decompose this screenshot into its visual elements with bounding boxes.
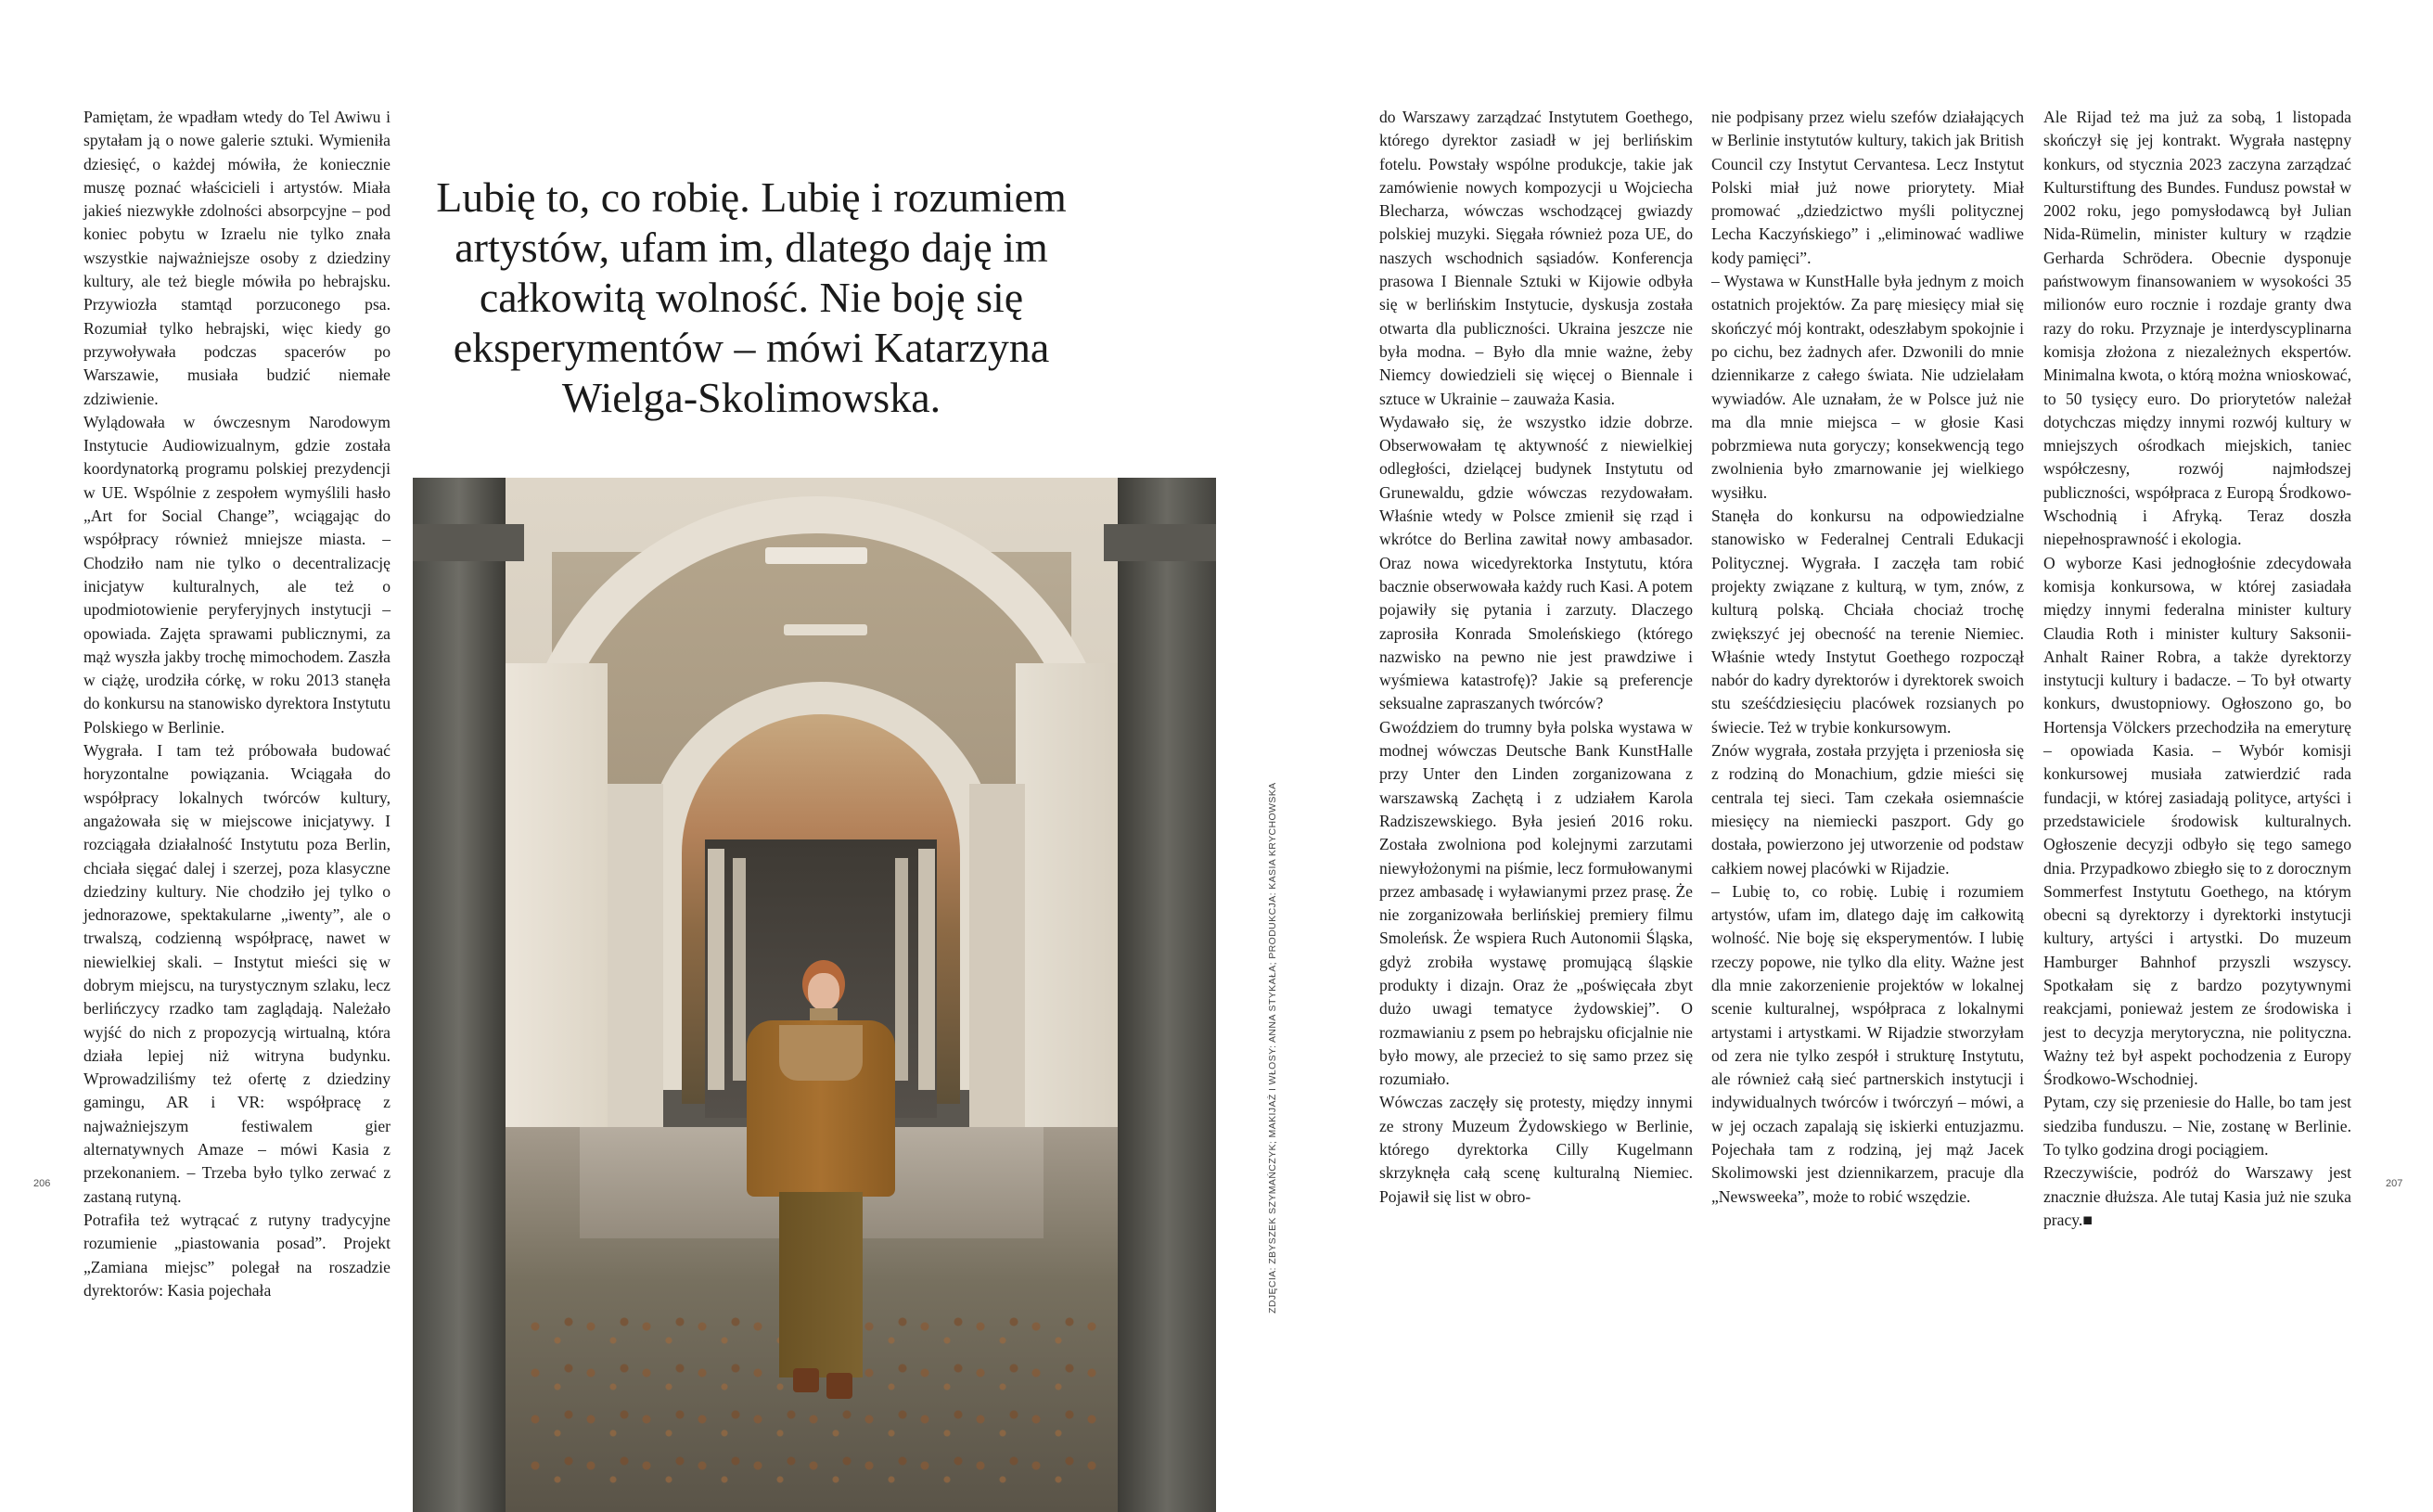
paragraph: Potrafiła też wytrącać z rutyny tradycyjne rozumienie „piastowania posad”. Projekt „Zamiana miejsc” polegał na roszadzie dyrektorów: Kasia pojechała <box>83 1210 391 1300</box>
paragraph: do Warszawy zarządzać Instytutem Goethego, którego dyrektor zasiadł w jej berlińskim fotelu. Powstały wspólne produkcje, takie jak zamówienie nowych kompozycji u Wojciecha Blecharza, wówczas wschodzącej gwiazdy polskiej muzyki. Sięgała również poza UE, do naszych wschodnich sąsiadów. Konferencja prasowa I Biennale Sztuki w Kijowie odbyła się w berlińskim Instytucie, dyskusja została otwarta dla publiczności. Ukraina jeszcze nie była modna. – Było dla mnie ważne, żeby Niemcy dowiedzieli się więcej o Biennale i sztuce w Ukrainie – zauważa Kasia. <box>1379 108 1693 408</box>
paragraph: Gwoździem do trumny była polska wystawa w modnej wówczas Deutsche Bank KunstHalle przy Unter den Linden zorganizowana z warszawską Zachętą i z udziałem Karola Radziszewskiego. Była jesień 2016 roku. Została zwolniona pod kolejnymi zarzutami niewyłożonymi na piśmie, lecz formułowanymi przez ambasadę i wyławianymi przez prasę. Że nie zorganizowała berlińskiej premiery filmu Smoleńsk. Że wspiera Ruch Autonomii Śląska, gdyż zrobiła wystawę promującą śląskie produkty i dizajn. Oraz że „poświęcała zbyt dużo uwagi tematyce żydowskiej”. O rozmawianiu z psem po hebrajsku oficjalnie nie było mowy, ale przecież to się samo przez się rozumiało. <box>1379 717 1693 1089</box>
page-number-left: 206 <box>33 1178 51 1189</box>
paragraph: – Wystawa w KunstHalle była jednym z moich ostatnich projektów. Za parę miesięcy miał się skończyć mój kontrakt, odeszłabym spokojnie i po cichu, bez żadnych afer. Dzwonili do mnie dziennikarze z całego świata. Nie udzielałam wywiadów. Ale uznałam, że w Polsce już nie ma dla mnie miejsca – w głosie Kasi pobrzmiewa nuta goryczy; konsekwencją tego zwolnienia było zmarnowanie jej wielkiego wysiłku. <box>1711 272 2024 502</box>
paragraph: Pytam, czy się przeniesie do Halle, bo tam jest siedziba funduszu. – Nie, zostanę w Berlinie. To tylko godzina drogi pociągiem. <box>2043 1093 2351 1160</box>
paragraph: Wydawało się, że wszystko idzie dobrze. Obserwowałam tę aktywność z niewielkiej odległości, dzielącej budynek Instytutu od Grunewaldu, gdzie wówczas rezydowałam. Właśnie wtedy w Polsce zmienił się rząd i wkrótce do Berlina zawitał nowy ambasador. Oraz nowa wicedyrektorka Instytutu, która bacznie obserwowała każdy ruch Kasi. A potem pojawiły się pytania i zarzuty. Dlaczego zaprosiła Konrada Smoleńskiego (którego nazwisko na pewno nie jest prawdziwe i wyśmiewa katastrofę)? Jakie są preferencje seksualne zapraszanych twórców? <box>1379 412 1693 713</box>
paragraph: O wyborze Kasi jednogłośnie zdecydowała komisja konkursowa, w której zasiadała między innymi federalna minister kultury Claudia Roth i minister kultury Saksonii-Anhalt Rainer Robra, a także dyrektorzy instytucji kultury i badacze. – To był otwarty konkurs, dwustopniowy. Ogłoszono go, bo Hortensja Völckers przechodziła na emeryturę – opowiada Kasia. – Wybór komisji konkursowej musiała zatwierdzić rada fundacji, w której zasiadają polityce, artyści i przedstawiciele środowisk kulturalnych. Ogłoszenie decyzji odbyło się tego samego dnia. Przypadkowo zbiegło się to z dorocznym Sommerfest Instytutu Goethego, na którym obecni są dyrektorzy i dyrektorki instytucji kultury, artyści i artystki. Do muzeum Hamburger Bahnhof przyszli wszyscy. Spotkałam się z bardzo pozytywnymi reakcjami, ponieważ jestem ze środowiska i jest to decyzja merytoryczna, nie polityczna. Ważny też był aspekt pochodzenia z Europy Środkowo-Wschodniej. <box>2043 553 2351 1089</box>
photo-credit: ZDJĘCIA: ZBYSZEK SZYMAŃCZYK; MAKIJAŻ I WŁOSY: ANNA STYKAŁA; PRODUKCJA: KASIA KRYCHOWSKA <box>1267 782 1278 1313</box>
pull-quote: Lubię to, co robię. Lubię i rozumiem artystów, ufam im, dlatego daję im całkowitą wolność. Nie boję się eksperymentów – mówi Katarzyna Wielga-Skolimowska. <box>436 173 1067 421</box>
portrait-photo <box>413 478 1216 1512</box>
paragraph: Znów wygrała, została przyjęta i przeniosła się z rodziną do Monachium, gdzie mieści się centrala tej sieci. Tam czekała osiemnaście miesięcy na niemiecki paszport. Gdy go dostała, powierzono jej utworzenie od podstaw całkiem nowej placówki w Rijadzie. <box>1711 741 2024 878</box>
paragraph: Pamiętam, że wpadłam wtedy do Tel Awiwu i spytałam ją o nowe galerie sztuki. Wymieniła dziesięć, o każdej mówiła, że koniecznie muszę poznać właścicieli i artystów. Miała jakieś niezwykłe zdolności absorpcyjne – pod koniec pobytu w Izraelu nie tylko znała wszystkie najważniejsze osoby z dziedziny kultury, ale też biegle mówiła po hebrajsku. Przywiozła stamtąd porzuconego psa. Rozumiał tylko hebrajski, więc kiedy go przywoływała podczas spacerów po Warszawie, musiała budzić niemałe zdziwienie. <box>83 108 391 408</box>
paragraph: nie podpisany przez wielu szefów działających w Berlinie instytutów kultury, takich jak British Council czy Instytut Cervantesa. Lecz Instytut Polski miał już nowe priorytety. Miał promować „dziedzictwo myśli politycznej Lecha Kaczyńskiego” i „eliminować wadliwe kody pamięci”. <box>1711 108 2024 267</box>
paragraph: Wygrała. I tam też próbowała budować horyzontalne powiązania. Wciągała do współpracy lokalnych twórców kultury, angażowała się w miejscowe inicjatywy. I rozciągała działalność Instytutu poza Berlin, chciała sięgać dalej i szerzej, poza klasyczne dziedziny kultury. Nie chodziło jej tylko o jednorazowe, spektakularne „iwenty”, ale o trwalszą, codzienną współpracę, nawet w niewielkiej skali. – Instytut mieści się w dobrym miejscu, na turystycznym szlaku, lecz berlińczycy rzadko tam zaglądają. Należało wyjść do nich z propozycją wirtualną, która działa lepiej niż witryna budynku. Wprowadziliśmy też ofertę z dziedziny gamingu, AR i VR: współpracę z najważniejszym festiwalem gier alternatywnych Amaze – mówi Kasia z przekonaniem. – Trzeba było tylko zerwać z zastaną rutyną. <box>83 741 391 1206</box>
article-column-right-1 <box>1379 106 1693 1209</box>
page-number-right: 207 <box>2386 1178 2403 1189</box>
paragraph: Rzeczywiście, podróż do Warszawy jest znacznie dłuższa. Ale tutaj Kasia już nie szuka pracy.■ <box>2043 1163 2351 1229</box>
paragraph: Ale Rijad też ma już za sobą, 1 listopada skończył się jej kontrakt. Wygrała następny konkurs, od stycznia 2023 zaczyna zarządzać Kulturstiftung des Bundes. Fundusz powstał w 2002 roku, jego pomysłodawcą był Julian Nida-Rümelin, minister kultury w rządzie Gerharda Schrödera. Obecnie dysponuje państwowym finansowaniem w wysokości 35 milionów euro rocznie i rozdaje granty dwa razy do roku. Przyznaje je interdyscyplinarna komisja złożona z niezależnych ekspertów. Minimalna kwota, o którą można wnioskować, to 50 tysięcy euro. Do priorytetów należał dotychczas między innymi rozwój kultury w mniejszych ośrodkach miejskich, taniec współczesny, rozwój najmłodszej publiczności, współpraca z Europą Środkowo-Wschodnią i Afryką. Teraz doszła niepełnosprawność i ekologia. <box>2043 108 2351 549</box>
article-column-right-3 <box>2043 106 2351 1232</box>
paragraph: Stanęła do konkursu na odpowiedzialne stanowisko w Federalnej Centrali Edukacji Politycznej. Wygrała. I zaczęła tam robić projekty związane z kulturą, w tym, znów, z kulturą polską. Chciała chociaż trochę zwiększyć jej obecność na terenie Niemiec. Właśnie wtedy Instytut Goethego rozpoczął nabór do kadry dyrektorów i dyrektorek swoich stu sześćdziesięciu placówek rozsianych po świecie. Też w trybie konkursowym. <box>1711 506 2024 737</box>
paragraph: – Lubię to, co robię. Lubię i rozumiem artystów, ufam im, dlatego daję im całkowitą wolność. Nie boję się eksperymentów. I lubię rzeczy popowe, nie tylko dla elity. Ważne jest dla mnie zakorzenienie projektów w lokalnej scenie kulturalnej, współpraca z lokalnymi artystami i artystkami. W Rijadzie stworzyłam od zera nie tylko zespół i strukturę Instytutu, ale również całą sieć partnerskich instytucji i indywidualnych twórców i twórczyń – mówi, a w jej oczach zapalają się iskierki entuzjazmu. Pojechała tam z rodziną, jej mąż Jacek Skolimowski jest dziennikarzem, pracuje dla „Newsweeka”, może to robić wszędzie. <box>1711 881 2024 1206</box>
paragraph: Wówczas zaczęły się protesty, między innymi ze strony Muzeum Żydowskiego w Berlinie, którego dyrektorka Cilly Kugelmann skrzyknęła całą scenę kulturalną Niemiec. Pojawił się list w obro- <box>1379 1093 1693 1206</box>
article-column-left <box>83 106 391 1302</box>
article-column-right-2 <box>1711 106 2024 1209</box>
paragraph: Wylądowała w ówczesnym Narodowym Instytucie Audiowizualnym, gdzie została koordynatorką programu polskiej prezydencji w UE. Wspólnie z zespołem wymyślili hasło „Art for Social Change”, wciągając do współpracy również mniejsze miasta. – Chodziło nam nie tylko o decentralizację inicjatyw kulturalnych, ale też o upodmiotowienie peryferyjnych instytucji – opowiada. Zajęta sprawami publicznymi, za mąż wyszła jakby trochę mimochodem. Zaszła w ciążę, urodziła córkę, w roku 2013 stanęła do konkursu na stanowisko dyrektora Instytutu Polskiego w Berlinie. <box>83 412 391 737</box>
